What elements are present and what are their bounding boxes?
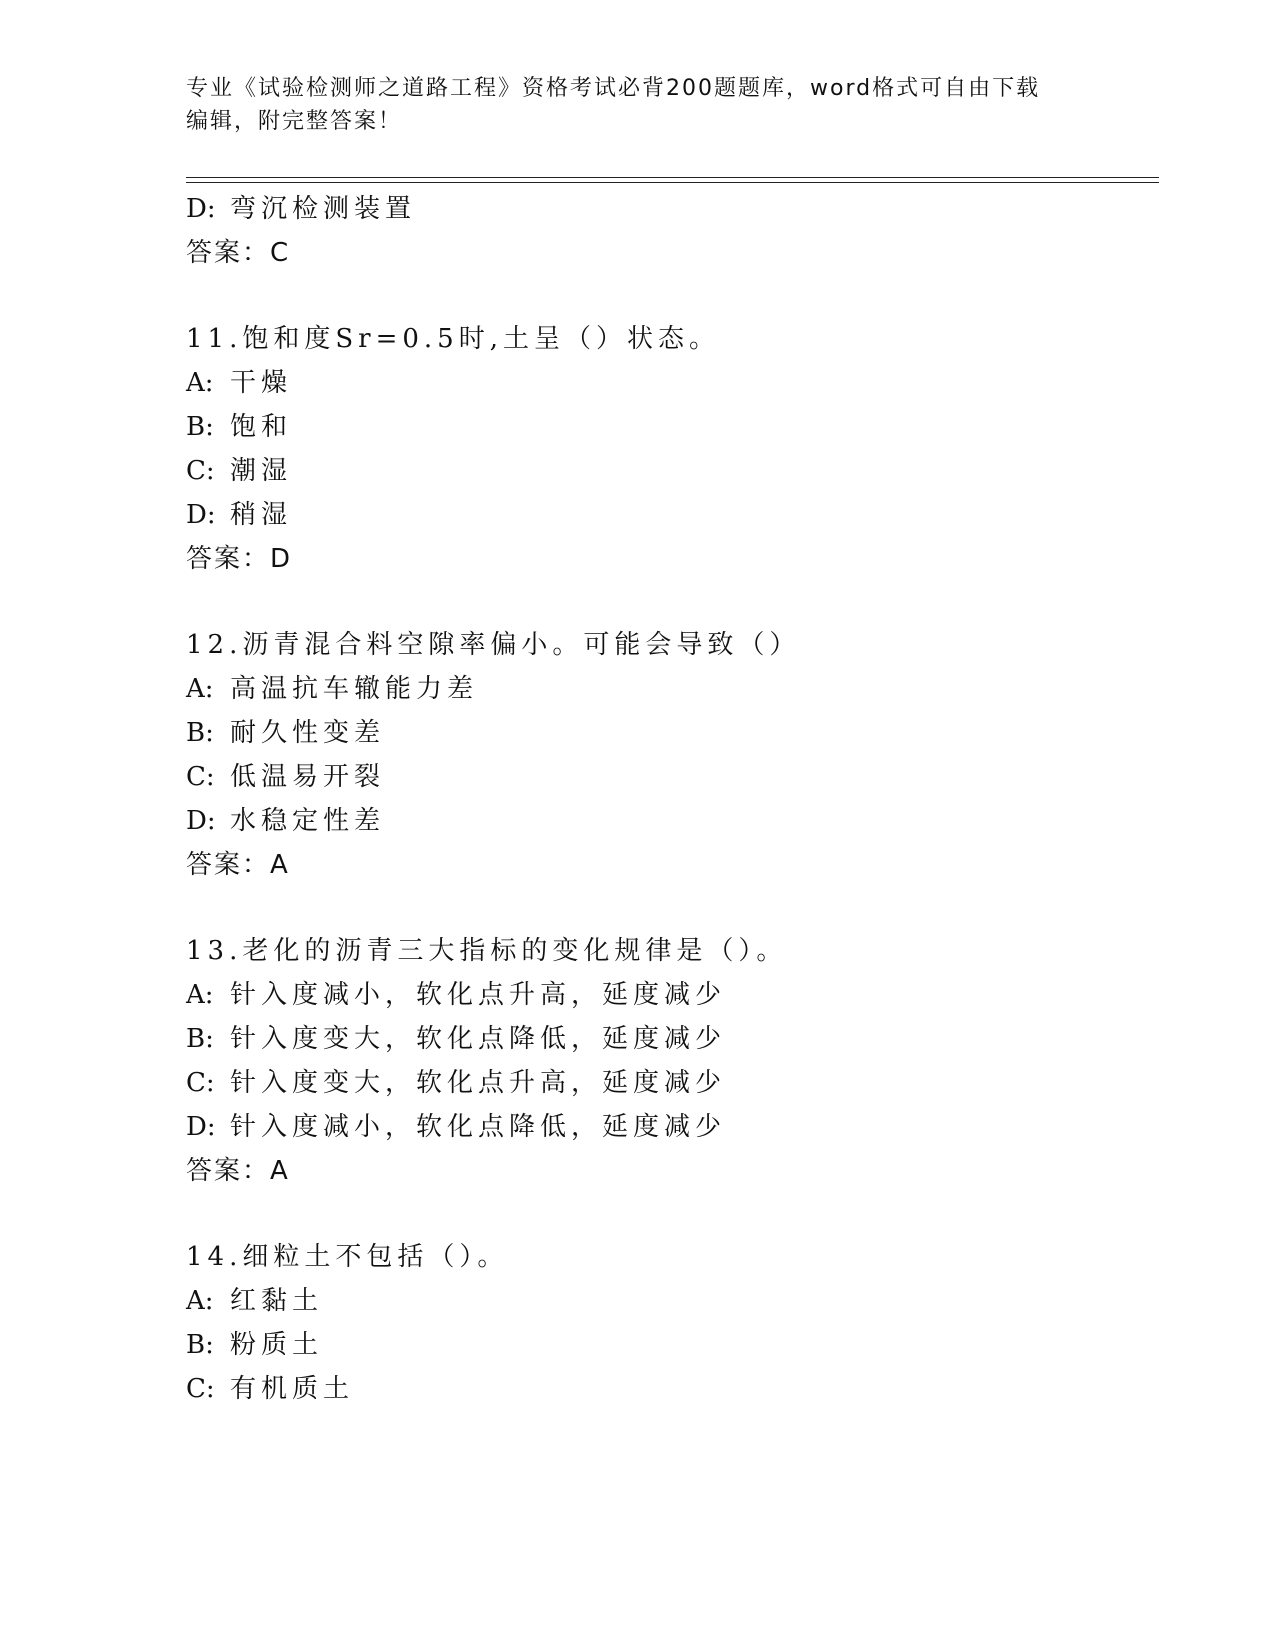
option-label: A:: [186, 674, 214, 704]
q12-answer: 答案：A: [186, 850, 290, 880]
option-text: 针入度减小，软化点降低，延度减少: [230, 1112, 727, 1142]
q11-option-d: [186, 498, 292, 532]
header-divider-bottom: [186, 182, 1159, 183]
option-text: 高温抗车辙能力差: [230, 674, 479, 704]
q12-option-b: [186, 716, 385, 750]
option-label: D:: [186, 1112, 216, 1142]
header-title-line-2: 编辑，附完整答案！: [186, 109, 403, 134]
question-stem-12: 12.沥青混合料空隙率偏小。可能会导致（）: [186, 630, 801, 660]
option-text: 弯沉检测装置: [230, 194, 417, 224]
option-label: B:: [186, 412, 214, 442]
q11-option-c: [186, 454, 292, 488]
option-label: A:: [186, 1286, 214, 1316]
option-label: A:: [186, 980, 214, 1010]
option-text: 耐久性变差: [230, 718, 386, 748]
option-text: 红黏土: [230, 1286, 324, 1316]
q11-answer: 答案：D: [186, 544, 293, 574]
option-label: B:: [186, 1330, 214, 1360]
q13-option-a: [186, 978, 726, 1012]
q14-option-c: [186, 1372, 354, 1406]
option-text: 饱和: [230, 412, 293, 442]
header-title-line-1: 专业《试验检测师之道路工程》资格考试必背200题题库，word格式可自由下载: [186, 76, 1041, 101]
option-label: A:: [186, 368, 214, 398]
question-stem-14: 14.细粒土不包括（）。: [186, 1242, 509, 1272]
q13-answer: 答案：A: [186, 1156, 290, 1186]
q12-option-c: [186, 760, 385, 794]
option-label: C:: [186, 456, 215, 486]
option-text: 针入度减小，软化点升高，延度减少: [230, 980, 727, 1010]
option-label: B:: [186, 718, 214, 748]
option-text: 针入度变大，软化点降低，延度减少: [230, 1024, 727, 1054]
option-text: 低温易开裂: [230, 762, 386, 792]
question-stem-11: 11.饱和度Sr=0.5时,土呈（）状态。: [186, 324, 720, 354]
option-text: 稍湿: [230, 500, 293, 530]
option-text: 有机质土: [230, 1374, 355, 1404]
option-label: B:: [186, 1024, 214, 1054]
q11-option-a: [186, 366, 292, 400]
option-label: C:: [186, 762, 215, 792]
option-label: D:: [186, 500, 216, 530]
document-header: [186, 72, 1086, 138]
option-text: 粉质土: [230, 1330, 324, 1360]
option-label: C:: [186, 1068, 215, 1098]
option-text: 潮湿: [230, 456, 293, 486]
q14-option-b: [186, 1328, 323, 1362]
prev-option-d: [186, 192, 416, 226]
q12-option-a: [186, 672, 478, 706]
option-label: D:: [186, 806, 216, 836]
header-divider-top: [186, 177, 1159, 178]
q12-option-d: [186, 804, 385, 838]
option-text: 干燥: [230, 368, 293, 398]
option-text: 水稳定性差: [230, 806, 386, 836]
option-label: C:: [186, 1374, 215, 1404]
q13-option-d: [186, 1110, 726, 1144]
q11-option-b: [186, 410, 292, 444]
q14-option-a: [186, 1284, 323, 1318]
option-label: D:: [186, 194, 216, 224]
option-text: 针入度变大，软化点升高，延度减少: [230, 1068, 727, 1098]
q13-option-c: [186, 1066, 726, 1100]
prev-answer: 答案：C: [186, 238, 291, 268]
question-stem-13: 13.老化的沥青三大指标的变化规律是（）。: [186, 936, 788, 966]
q13-option-b: [186, 1022, 726, 1056]
